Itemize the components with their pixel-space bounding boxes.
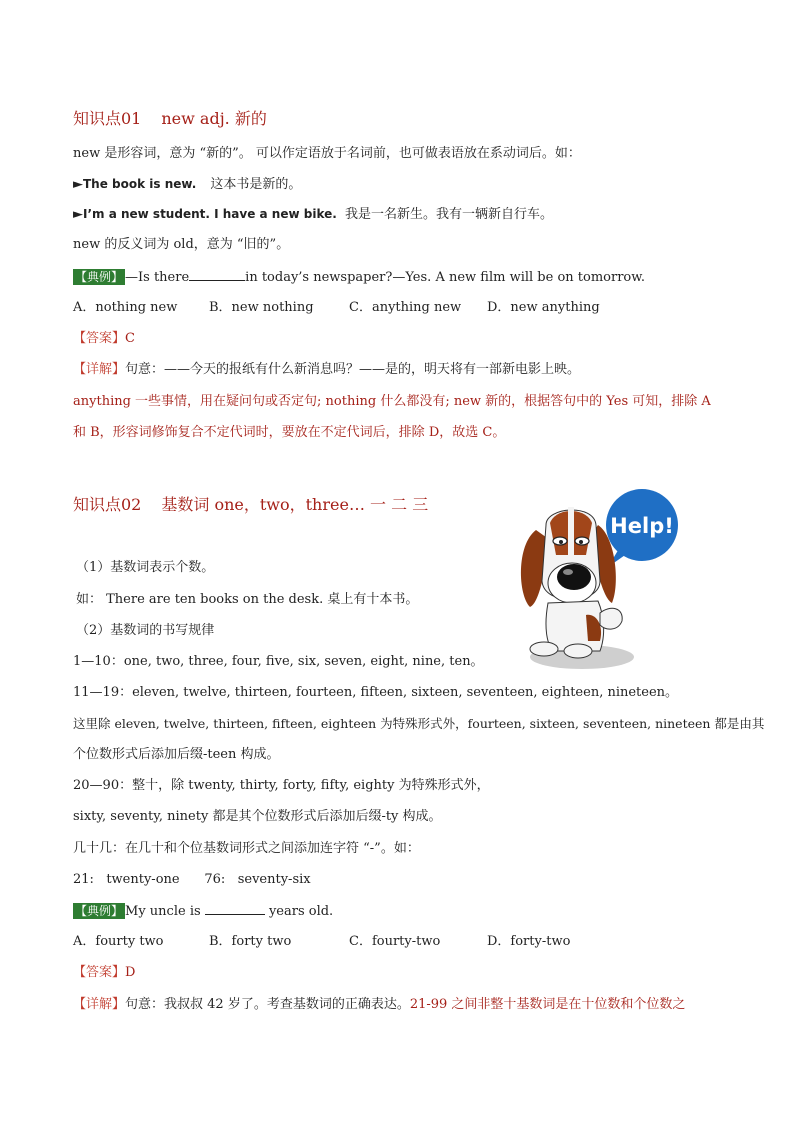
option-c: C．anything new xyxy=(349,300,462,315)
arrow-icon: ► xyxy=(73,207,83,222)
section1-explain xyxy=(73,361,580,379)
section1-intro: new 是形容词，意为 “新的”。 可以作定语放于名词前，也可做表语放在系动词后。如： xyxy=(73,146,581,161)
example-1-cn: 这本书是新的。 xyxy=(210,177,302,192)
section1-options xyxy=(73,299,600,317)
dog-right-pupil xyxy=(579,540,583,544)
dog-help-illustration xyxy=(516,485,686,675)
option-d: D．forty-two xyxy=(487,934,571,949)
dog-nose-shine xyxy=(563,569,573,575)
section2-answer xyxy=(73,964,135,982)
option-a: A．fourty two xyxy=(73,934,164,949)
answer-blank xyxy=(205,902,265,915)
dog-raised-paw xyxy=(600,608,622,629)
example-2-cn: 我是一名新生。我有一辆新自行车。 xyxy=(344,207,553,222)
answer-value: D xyxy=(125,965,136,980)
section2-p5: 11—19：eleven, twelve, thirteen, fourteen, fifteen, sixteen, seventeen, eighteen, nineteen。 xyxy=(73,685,679,700)
explain-tag: 【详解】 xyxy=(73,997,126,1012)
section2-p9: sixty, seventy, ninety 都是其个位数形式后添加后缀-ty 构成。 xyxy=(73,809,442,824)
option-d: D．new anything xyxy=(487,300,600,315)
question-post: years old. xyxy=(268,904,334,919)
section1-example-1 xyxy=(73,175,301,194)
section2-p4: 1—10：one, two, three, four, five, six, seven, eight, nine, ten。 xyxy=(73,654,484,669)
option-a: A．nothing new xyxy=(73,300,178,315)
section1-heading-title: new adj. 新的 xyxy=(161,109,267,128)
explain-text-1: 句意：我叔叔 42 岁了。考查基数词的正确表达。 xyxy=(125,997,410,1012)
section2-p8: 20—90：整十，除 twenty, thirty, forty, fifty, eighty 为特殊形式外， xyxy=(73,778,490,793)
option-c: C．fourty-two xyxy=(349,934,441,949)
dog-left-pupil xyxy=(559,540,563,544)
section2-p7: 个位数形式后添加后缀-teen 构成。 xyxy=(73,747,280,762)
dog-right-paw xyxy=(564,644,592,658)
help-text: Help! xyxy=(610,514,674,538)
answer-tag: 【答案】 xyxy=(73,331,126,346)
question-pre: My uncle is xyxy=(125,904,201,919)
section2-question xyxy=(73,902,333,921)
option-b: B．forty two xyxy=(209,934,292,949)
section2-p3: （2）基数词的书写规律 xyxy=(76,623,215,638)
help-speech-bubble xyxy=(606,489,678,567)
explain-tag: 【详解】 xyxy=(73,362,126,377)
dog-blaze xyxy=(568,507,574,563)
section2-heading xyxy=(73,492,428,515)
section2-p1: （1）基数词表示个数。 xyxy=(76,560,215,575)
section1-example-2 xyxy=(73,205,553,224)
section2-p2: 如： There are ten books on the desk. 桌上有十本书。 xyxy=(76,592,419,607)
section2-heading-title: 基数词 one，two，three… 一 二 三 xyxy=(161,495,429,514)
example-tag: 【典例】 xyxy=(75,270,124,284)
dog-nose xyxy=(557,564,591,590)
section1-antonym: new 的反义词为 old，意为 “旧的”。 xyxy=(73,237,290,252)
question-post: in today’s newspaper?—Yes. A new film will be on tomorrow. xyxy=(245,270,645,285)
question-pre: —Is there xyxy=(125,270,190,285)
section1-explain-3: 和 B，形容词修饰复合不定代词时，要放在不定代词后，排除 D，故选 C。 xyxy=(73,425,506,440)
example-2-en: I’m a new student. I have a new bike. xyxy=(83,207,337,221)
explain-text-1: 句意：——今天的报纸有什么新消息吗？——是的，明天将有一部新电影上映。 xyxy=(125,362,581,377)
section1-heading-num: 知识点01 xyxy=(73,109,142,128)
section2-p11: 21: twenty-one 76: seventy-six xyxy=(73,872,311,887)
example-1-en: The book is new. xyxy=(83,177,197,191)
dog-left-paw xyxy=(530,642,558,656)
section2-p10: 几十几：在几十和个位基数词形式之间添加连字符 “-”。如： xyxy=(73,841,420,856)
answer-blank xyxy=(189,268,245,281)
option-b: B．new nothing xyxy=(209,300,314,315)
section1-answer xyxy=(73,330,135,348)
section2-options xyxy=(73,933,570,951)
arrow-icon: ► xyxy=(73,177,83,192)
section2-heading-num: 知识点02 xyxy=(73,495,142,514)
section2-p6: 这里除 eleven, twelve, thirteen, fifteen, eighteen 为特殊形式外，fourteen, sixteen, seventeen, nineteen 都是由其 xyxy=(73,716,765,731)
section1-question xyxy=(73,268,645,287)
example-tag: 【典例】 xyxy=(75,904,124,918)
section1-explain-2: anything 一些事情，用在疑问句或否定句; nothing 什么都没有; new 新的，根据答句中的 Yes 可知，排除 A xyxy=(73,394,711,409)
explain-text-red: 21-99 之间非整十基数词是在十位数和个位数之 xyxy=(409,997,686,1012)
answer-tag: 【答案】 xyxy=(73,965,126,980)
section1-heading xyxy=(73,106,267,129)
section2-explain xyxy=(73,996,685,1014)
answer-value: C xyxy=(125,331,135,346)
